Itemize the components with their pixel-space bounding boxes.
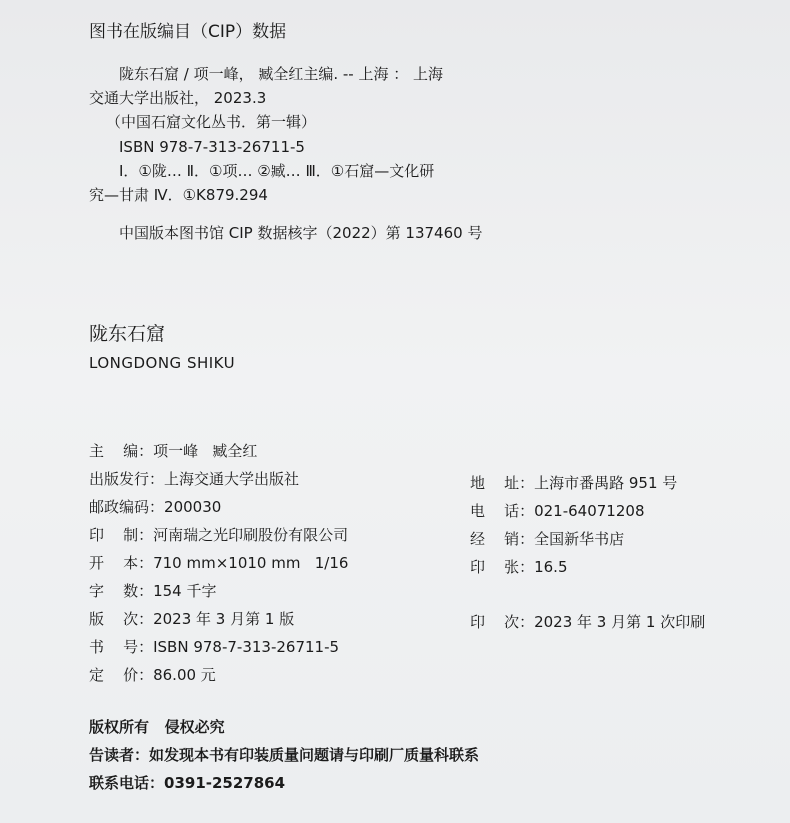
cip-line-4: ISBN 978-7-313-26711-5 (119, 138, 305, 156)
detail-row: 开 本：710 mm×1010 mm 1/16 (89, 554, 349, 572)
cip-heading: 图书在版编目（CIP）数据 (89, 22, 287, 42)
cip-line-5: Ⅰ．①陇… Ⅱ．①项… ②臧… Ⅲ．①石窟—文化研 (119, 162, 435, 180)
cip-line-7: 中国版本图书馆 CIP 数据核字（2022）第 137460 号 (119, 224, 483, 242)
cip-line-1: 陇东石窟 / 项一峰， 臧全红主编. -- 上海 ： 上海 (119, 65, 444, 83)
detail-row: 定 价：86.00 元 (89, 666, 216, 684)
detail-row: 印 次：2023 年 3 月第 1 次印刷 (470, 613, 706, 631)
detail-row: 书 号：ISBN 978-7-313-26711-5 (89, 638, 340, 656)
book-title-pinyin: LONGDONG SHIKU (89, 354, 236, 372)
detail-row: 印 张：16.5 (470, 558, 568, 576)
detail-row: 主 编：项一峰 臧全红 (89, 442, 258, 460)
detail-row: 邮政编码：200030 (89, 498, 222, 516)
cip-line-6: 究—甘肃 Ⅳ．①K879.294 (89, 186, 268, 204)
reader-notice: 告读者：如发现本书有印装质量问题请与印刷厂质量科联系 (89, 746, 480, 764)
detail-row: 电 话：021-64071208 (470, 502, 645, 520)
detail-row: 印 制：河南瑞之光印刷股份有限公司 (89, 526, 349, 544)
detail-row: 字 数：154 千字 (89, 582, 217, 600)
rights-statement: 版权所有 侵权必究 (89, 718, 225, 736)
detail-row: 版 次：2023 年 3 月第 1 版 (89, 610, 295, 628)
cip-line-2: 交通大学出版社， 2023.3 (89, 89, 267, 107)
detail-row: 出版发行：上海交通大学出版社 (89, 470, 300, 488)
detail-row: 经 销：全国新华书店 (470, 530, 625, 548)
cip-line-3: （中国石窟文化丛书．第一辑） (106, 113, 317, 131)
book-title: 陇东石窟 (89, 323, 166, 345)
contact-phone: 联系电话：0391-2527864 (89, 774, 286, 792)
detail-row: 地 址：上海市番禺路 951 号 (470, 474, 678, 492)
